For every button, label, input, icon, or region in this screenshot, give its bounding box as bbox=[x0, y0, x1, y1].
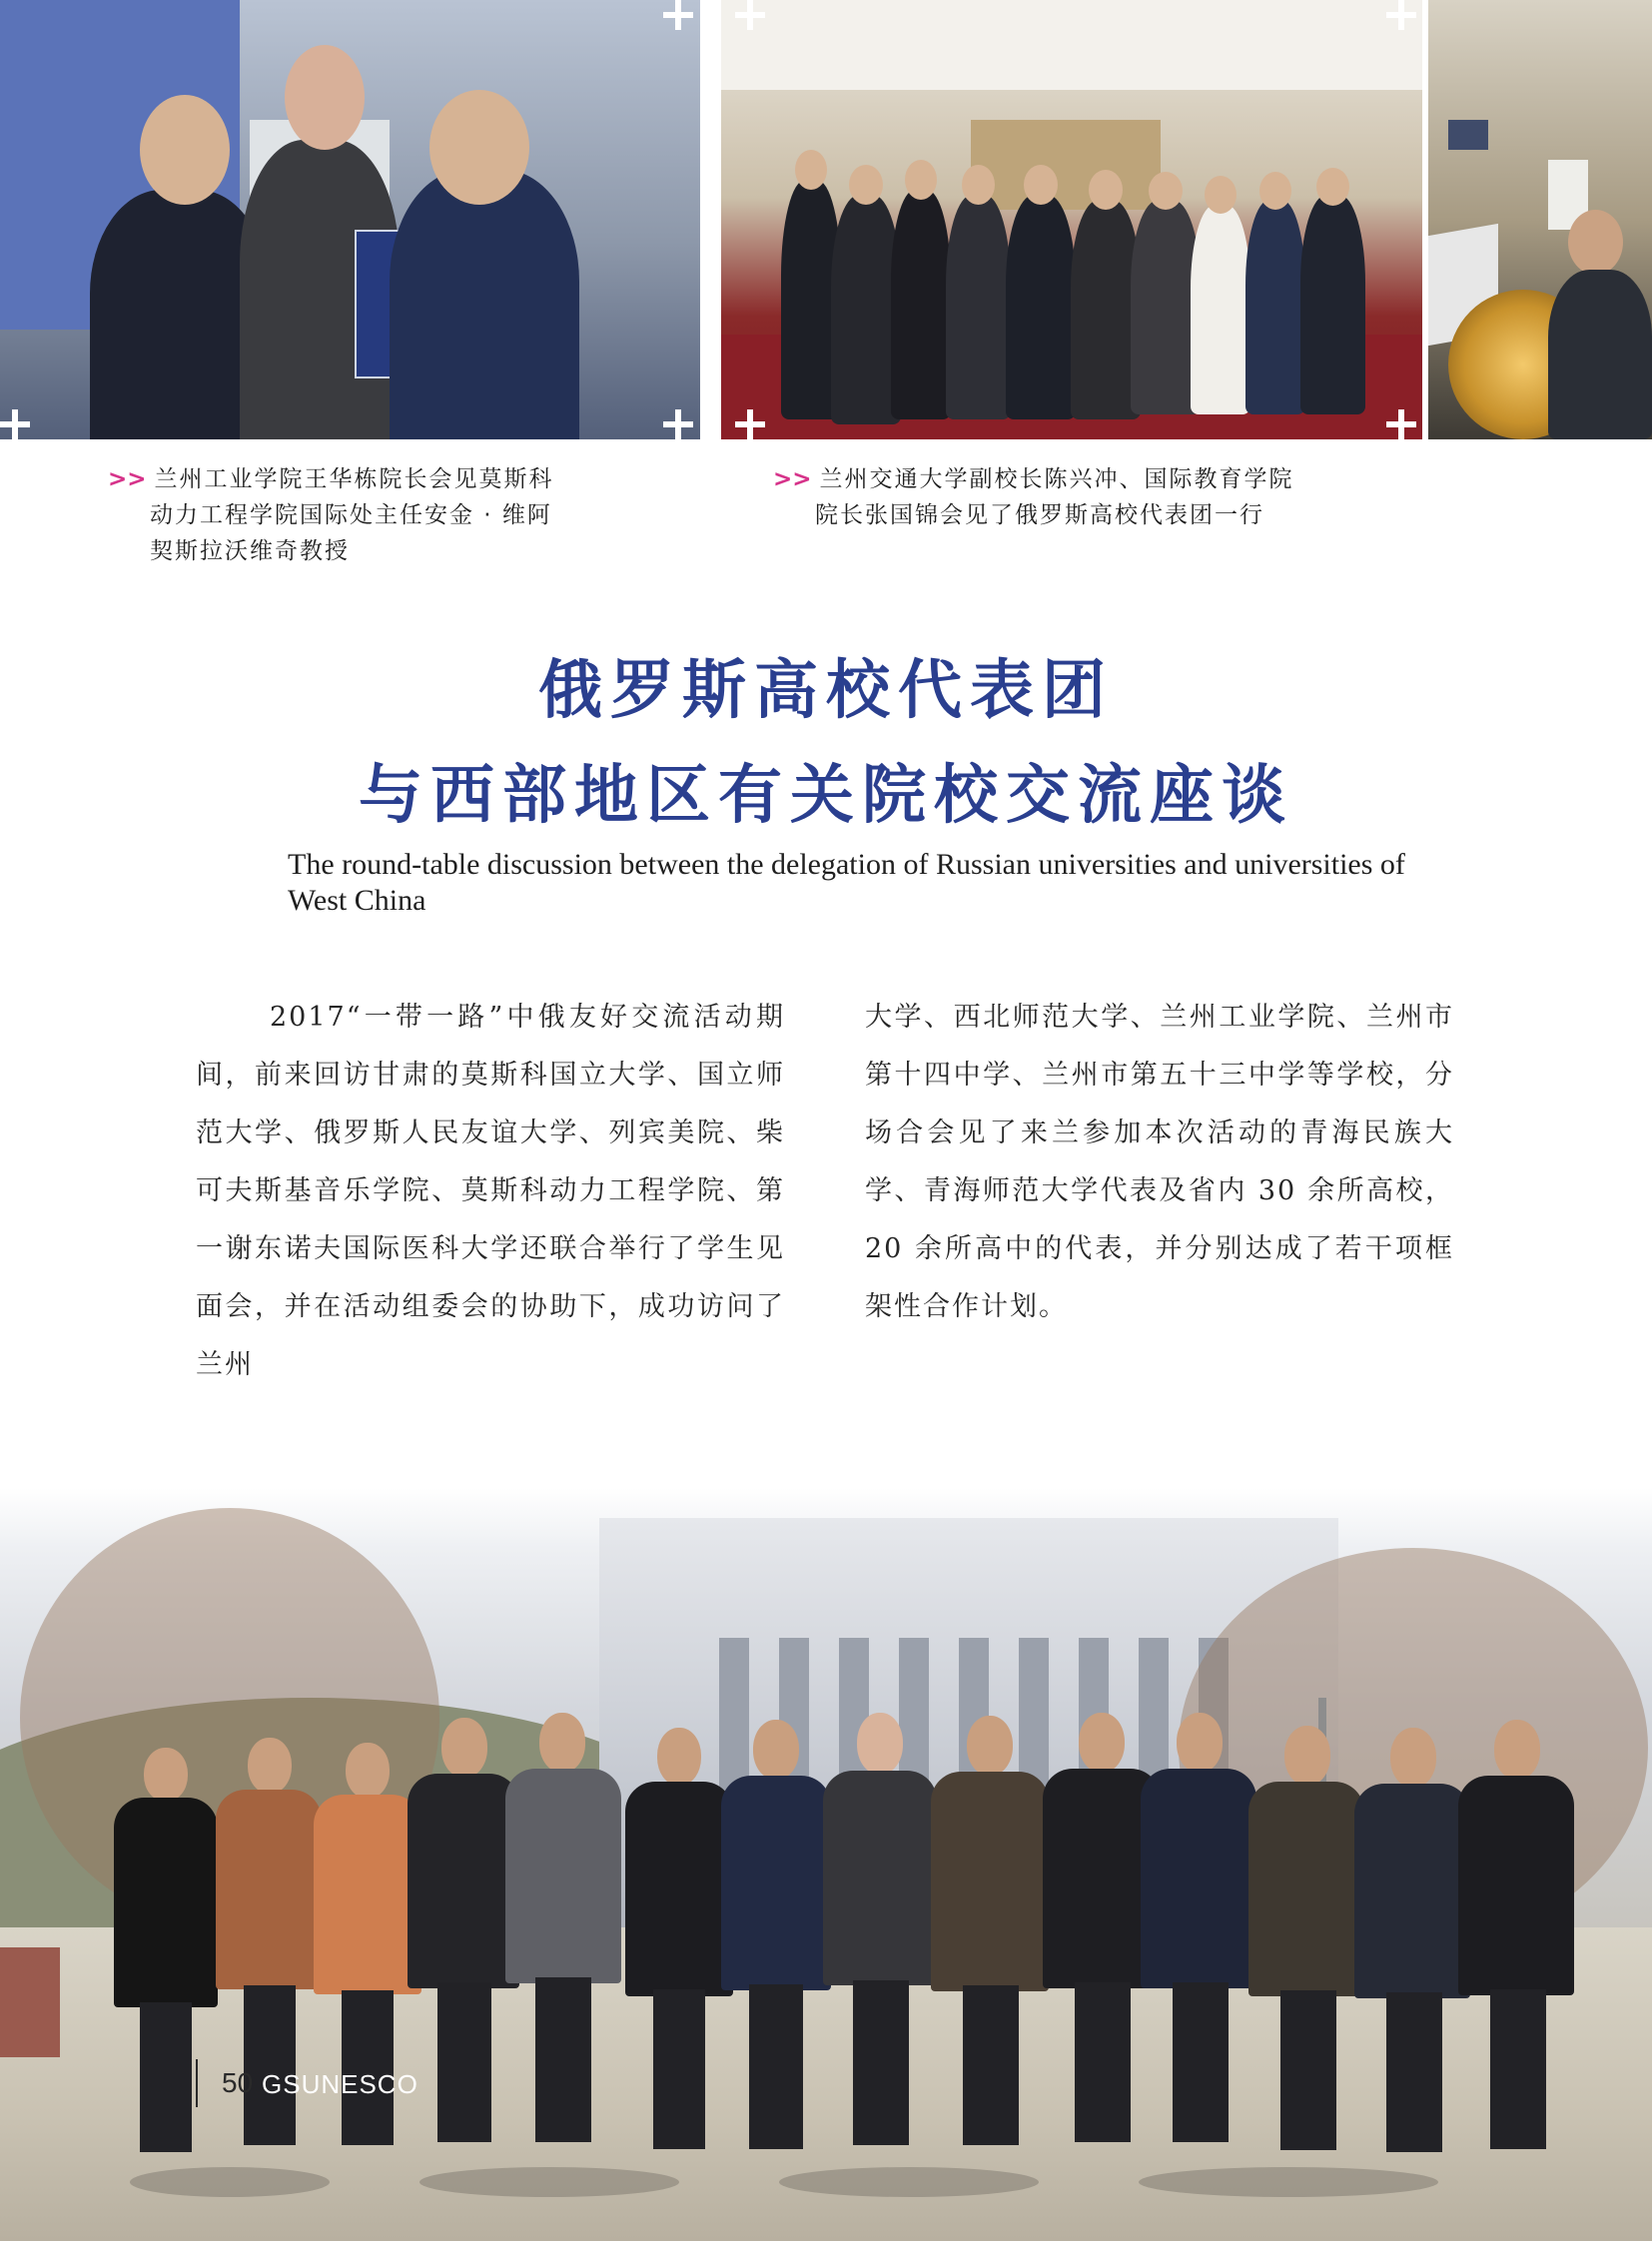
delegate bbox=[1300, 195, 1365, 414]
caption-marker: >> bbox=[773, 466, 812, 492]
caption-line: 兰州工业学院王华栋院长会见莫斯科 bbox=[154, 466, 554, 492]
magazine-brand: GSUNESCO bbox=[262, 2069, 418, 2099]
delegate-head bbox=[1149, 172, 1183, 210]
caption-marker: >> bbox=[108, 466, 147, 492]
person-middle-head bbox=[285, 45, 365, 150]
article-title-line-1: 俄罗斯高校代表团 bbox=[538, 654, 1114, 728]
article-column-1: 2017“一带一路”中俄友好交流活动期间，前来回访甘肃的莫斯科国立大学、国立师范大学、俄罗斯人民友谊大学、列宾美院、柴可夫斯基音乐学院、莫斯科动力工程学院、第一谢东诺夫国际医科大学还联合举行了学生见面会，并在活动组委会的协助下，成功访问了兰州 bbox=[196, 1002, 785, 1380]
delegate-head bbox=[1205, 176, 1237, 214]
wall-painting bbox=[971, 120, 1161, 210]
delegate bbox=[1191, 205, 1250, 414]
delegate-head bbox=[795, 150, 827, 190]
delegate-head bbox=[1259, 172, 1291, 210]
photo-group-outdoor bbox=[0, 1488, 1652, 2241]
caption-left bbox=[108, 461, 667, 569]
delegate bbox=[1006, 195, 1076, 419]
caption-line: 兰州交通大学副校长陈兴冲、国际教育学院 bbox=[819, 466, 1294, 492]
caption-line: 动力工程学院国际处主任安金 · 维阿 bbox=[150, 502, 552, 528]
musician-head bbox=[1568, 210, 1623, 275]
person-left-head bbox=[140, 95, 230, 205]
delegate-head bbox=[905, 160, 937, 200]
ceiling bbox=[721, 0, 1422, 90]
corner-ornament bbox=[663, 0, 693, 30]
musician bbox=[1548, 270, 1652, 439]
article-column-2: 大学、西北师范大学、兰州工业学院、兰州市第十四中学、兰州市第五十三中学等学校，分场合会见了来兰参加本次活动的青海民族大学、青海师范大学代表及省内 30 余所高校，20 余所高中的代表，并分别达成了若干项框架性合作计划。 bbox=[865, 1002, 1454, 1322]
corner-ornament bbox=[735, 0, 765, 30]
corner-ornament bbox=[663, 409, 693, 439]
person-right-head bbox=[429, 90, 529, 205]
corner-ornament bbox=[1386, 0, 1416, 30]
article-title-line-2: 与西部地区有关院校交流座谈 bbox=[359, 759, 1293, 833]
delegate bbox=[946, 195, 1011, 419]
flower-bed bbox=[0, 1947, 60, 2057]
delegate bbox=[1245, 200, 1305, 414]
corner-ornament bbox=[1386, 409, 1416, 439]
person-right bbox=[390, 170, 579, 439]
corner-ornament bbox=[735, 409, 765, 439]
delegate-head bbox=[962, 165, 995, 205]
caption-right bbox=[773, 461, 1412, 533]
corner-ornament bbox=[0, 409, 30, 439]
delegate bbox=[891, 190, 951, 419]
photo-gift-exchange bbox=[0, 0, 700, 439]
article-subtitle-english: The round-table discussion between the delegation of Russian universities and universities of West China bbox=[288, 848, 1405, 917]
wall-picture bbox=[1448, 120, 1488, 150]
caption-line: 契斯拉沃维奇教授 bbox=[150, 538, 350, 564]
delegate-head bbox=[849, 165, 883, 205]
caption-line: 院长张国锦会见了俄罗斯高校代表团一行 bbox=[815, 502, 1264, 528]
delegate-head bbox=[1024, 165, 1058, 205]
photo-delegation-meeting-room bbox=[721, 0, 1422, 439]
footer-divider bbox=[196, 2059, 198, 2107]
delegate-head bbox=[1089, 170, 1123, 210]
photo-orchestra bbox=[1428, 0, 1652, 439]
page-number: 50 bbox=[222, 2067, 254, 2098]
delegate-head bbox=[1316, 168, 1349, 206]
